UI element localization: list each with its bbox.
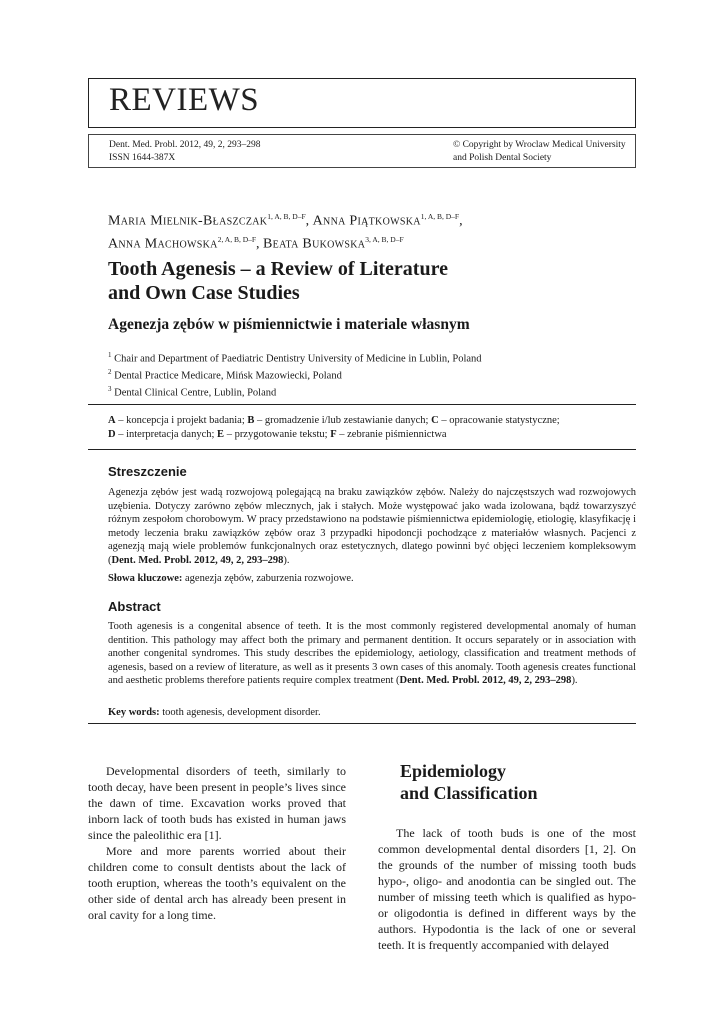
heading-line-1: Epidemiology xyxy=(400,761,507,781)
affiliations xyxy=(108,349,482,400)
contrib-text: – gromadzenie i/lub zestawianie danych; xyxy=(254,415,432,426)
contrib-text: – przygotowanie tekstu; xyxy=(224,429,331,440)
journal-issn: ISSN 1644-387X xyxy=(109,153,176,163)
streszczenie-citation: Dent. Med. Probl. 2012, 49, 2, 293–298 xyxy=(111,554,284,566)
contrib-key: D xyxy=(108,429,116,440)
article-title-line-1: Tooth Agenesis – a Review of Literature xyxy=(108,258,448,280)
copyright-line-1: © Copyright by Wroclaw Medical University xyxy=(453,140,626,150)
section-title: REVIEWS xyxy=(109,82,260,118)
copyright-block xyxy=(453,139,626,165)
author-list: Maria Mielnik-Błaszczak$^{1, A, B, D-F}$, Anna Piątkowska$^{1, A, B, D-F}$, Anna Machowska$^{2, A, B, D-F}$, Beata Bukowska$^{3, A, B, D-F}$ xyxy=(108,212,463,252)
copyright-line-2: and Polish Dental Society xyxy=(453,153,552,163)
author-name: Anna Machowska xyxy=(108,236,218,252)
author-affil: 3, A, B, D–F xyxy=(365,234,404,244)
body-paragraph: The lack of tooth buds is one of the most common developmental dental disorders [1, 2]. On the grounds of the number of missing tooth buds hypo-, oligo- and anodontia can be singled out. The number of missing teeth which is qualified as hypo- or oligodontia is defined in different ways by the authors. Hypodontia is the lack of one or several teeth. It is frequently accompanied with delayed xyxy=(378,826,636,952)
streszczenie-end: ). xyxy=(283,554,290,566)
affiliation-number: 3 xyxy=(108,385,112,393)
abstract-keywords xyxy=(108,706,636,720)
article-title-polish: Agenezja zębów w piśmiennictwie i materiale własnym xyxy=(108,316,470,333)
author-affil: 2, A, B, D–F xyxy=(217,234,257,244)
affiliation-number: 1 xyxy=(108,351,112,359)
body-left-column xyxy=(88,763,346,923)
abstract-heading: Abstract xyxy=(108,599,161,614)
affiliation-number: 2 xyxy=(108,368,112,376)
divider xyxy=(88,449,636,450)
article-title-line-2: and Own Case Studies xyxy=(108,282,300,304)
abstract-text: Tooth agenesis is a congenital absence of teeth. It is the most commonly registered developmental anomaly of human dentition. This pathology may affect both the primary and permanent dentition. It occurs separately or in association with another congenital syndromes. This study describes the epidemiology, aetiology, classification and treatment methods of agenesis, based on a review of literature, as well as it presents 3 own cases of this anomaly. Tooth agenesis creates functional and aesthetic problems therefore patients require complex treatment ( xyxy=(108,621,636,686)
keywords-label: Słowa kluczowe: xyxy=(108,573,183,584)
affiliation-text: Chair and Department of Paediatric Dentistry University of Medicine in Lublin, Poland xyxy=(114,353,482,365)
contrib-text: – koncepcja i projekt badania; xyxy=(115,415,248,426)
keywords-text: agenezja zębów, zaburzenia rozwojowe. xyxy=(182,573,354,584)
divider xyxy=(88,404,636,405)
author-affil: 1, A, B, D–F xyxy=(420,212,460,221)
streszczenie-body xyxy=(108,486,636,567)
contrib-key: C xyxy=(431,415,439,426)
contrib-key: E xyxy=(217,429,225,440)
contrib-text: – opracowanie statystyczne; xyxy=(438,415,560,426)
article-title xyxy=(108,257,628,305)
heading-line-2: and Classification xyxy=(400,783,538,803)
contrib-text: – zebranie piśmiennictwa xyxy=(336,429,447,440)
contrib-key: B xyxy=(247,415,255,426)
affiliation-text: Dental Practice Medicare, Mińsk Mazowiecki, Poland xyxy=(114,370,342,382)
affiliation-item xyxy=(108,349,482,366)
streszczenie-text: Agenezja zębów jest wadą rozwojową polegającą na braku zawiązków zębów. Należy do najczęstszych wad rozwojowych uzębienia. Dotyczy zarówno zębów mlecznych, jak i stałych. Może występować jako wada izolowana, bądź towarzyszyć różnym zespołom chorobowym. W pracy przedstawiono na podstawie piśmiennictwa epidemiologię, etiologię, klasyfikację i metody leczenia braku zawiązków zębów oraz 3 przypadki hipodoncji pochodzące z materiałów własnych. Pacjenci z agenezją mają wiele problemów funkcjonalnych oraz estetycznych, dlatego powinni być objęci leczeniem kompleksowym ( xyxy=(108,487,636,566)
body-paragraph: Developmental disorders of teeth, similarly to tooth decay, have been present in people’s lives since the dawn of time. Excavation works proved that inborn lack of tooth buds has existed in human jaws since the paleolithic era [1]. xyxy=(88,764,346,842)
keywords-text: tooth agenesis, development disorder. xyxy=(159,707,321,718)
author-name: Maria Mielnik-Błaszczak xyxy=(108,213,268,229)
author-name: Anna Piątkowska xyxy=(312,213,421,229)
body-right-column xyxy=(378,825,636,953)
contribution-legend xyxy=(108,414,628,442)
contrib-key: A xyxy=(108,415,116,426)
contrib-key: F xyxy=(330,429,337,440)
contrib-text: – interpretacja danych; xyxy=(115,429,218,440)
affiliation-text: Dental Clinical Centre, Lublin, Poland xyxy=(114,387,277,399)
divider xyxy=(88,723,636,724)
body-paragraph: More and more parents worried about their children come to consult dentists about the lack of tooth eruption, whereas the tooth’s equivalent on the other side of dental arch has already been present in oral cavity for a long time. xyxy=(88,844,346,922)
journal-meta-box xyxy=(88,134,636,168)
affiliation-item xyxy=(108,366,482,383)
section-header-box xyxy=(88,78,636,128)
abstract-end: ). xyxy=(571,675,578,686)
streszczenie-keywords xyxy=(108,572,636,586)
streszczenie-heading: Streszczenie xyxy=(108,464,187,479)
keywords-label: Key words: xyxy=(108,707,160,718)
abstract-body xyxy=(108,620,636,688)
journal-citation-block xyxy=(109,139,260,165)
abstract-citation: Dent. Med. Probl. 2012, 49, 2, 293–298 xyxy=(399,675,572,686)
affiliation-item xyxy=(108,383,482,400)
author-name: Beata Bukowska xyxy=(263,236,366,252)
author-affil: 1, A, B, D–F xyxy=(267,212,306,221)
epidemiology-heading xyxy=(400,760,538,804)
journal-citation: Dent. Med. Probl. 2012, 49, 2, 293–298 xyxy=(109,140,261,150)
